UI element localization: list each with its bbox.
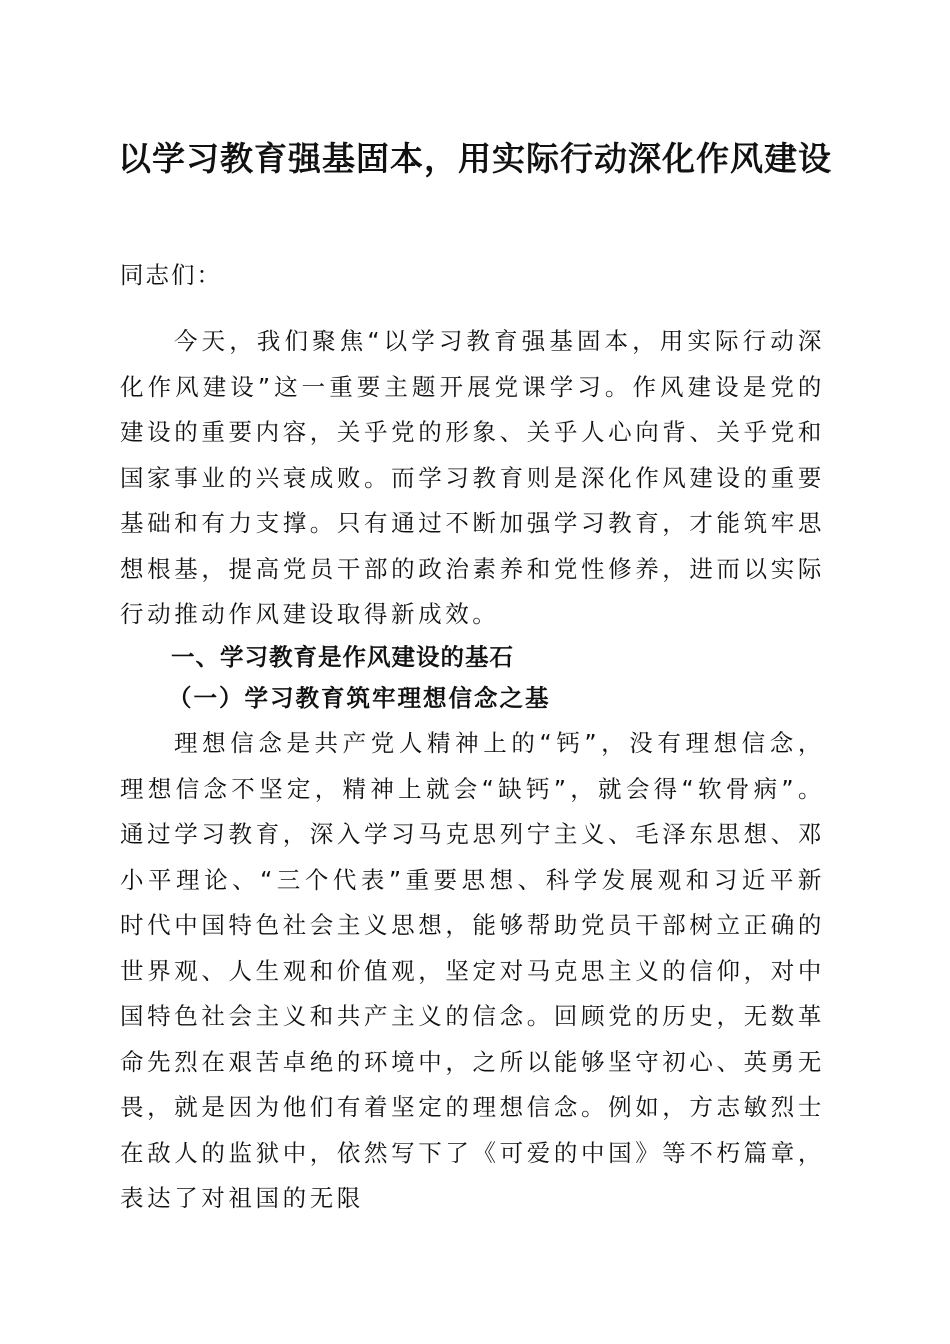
document-title: 以学习教育强基固本，用实际行动深化作风建设 [118,139,832,178]
salutation: 同志们： [120,261,222,289]
section-heading: 一、学习教育是作风建设的基石 [171,643,514,671]
paragraph-intro: 今天，我们聚焦“以学习教育强基固本，用实际行动深化作风建设”这一重要主题开展党课学习。作风建设是党的建设的重要内容，关乎党的形象、关乎人心向背、关乎党和国家事业的兴衰成败。而学习教育则是深化作风建设的重要基础和有力支撑。只有通过不断加强学习教育，才能筑牢思想根基，提高党员干部的政治素养和党性修养，进而以实际行动推动作风建设取得新成效。 [120,327,825,628]
subsection-heading: （一）学习教育筑牢理想信念之基 [168,684,551,712]
paragraph-ideals: 理想信念是共产党人精神上的“钙”，没有理想信念，理想信念不坚定，精神上就会“缺钙”，就会得“软骨病”。通过学习教育，深入学习马克思列宁主义、毛泽东思想、邓小平理论、“三个代表”重要思想、科学发展观和习近平新时代中国特色社会主义思想，能够帮助党员干部树立正确的世界观、人生观和价值观，坚定对马克思主义的信仰，对中国特色社会主义和共产主义的信念。回顾党的历史，无数革命先烈在艰苦卓绝的环境中，之所以能够坚守初心、英勇无畏，就是因为他们有着坚定的理想信念。例如，方志敏烈士在敌人的监狱中，依然写下了《可爱的中国》等不朽篇章，表达了对祖国的无限 [120,729,825,1212]
